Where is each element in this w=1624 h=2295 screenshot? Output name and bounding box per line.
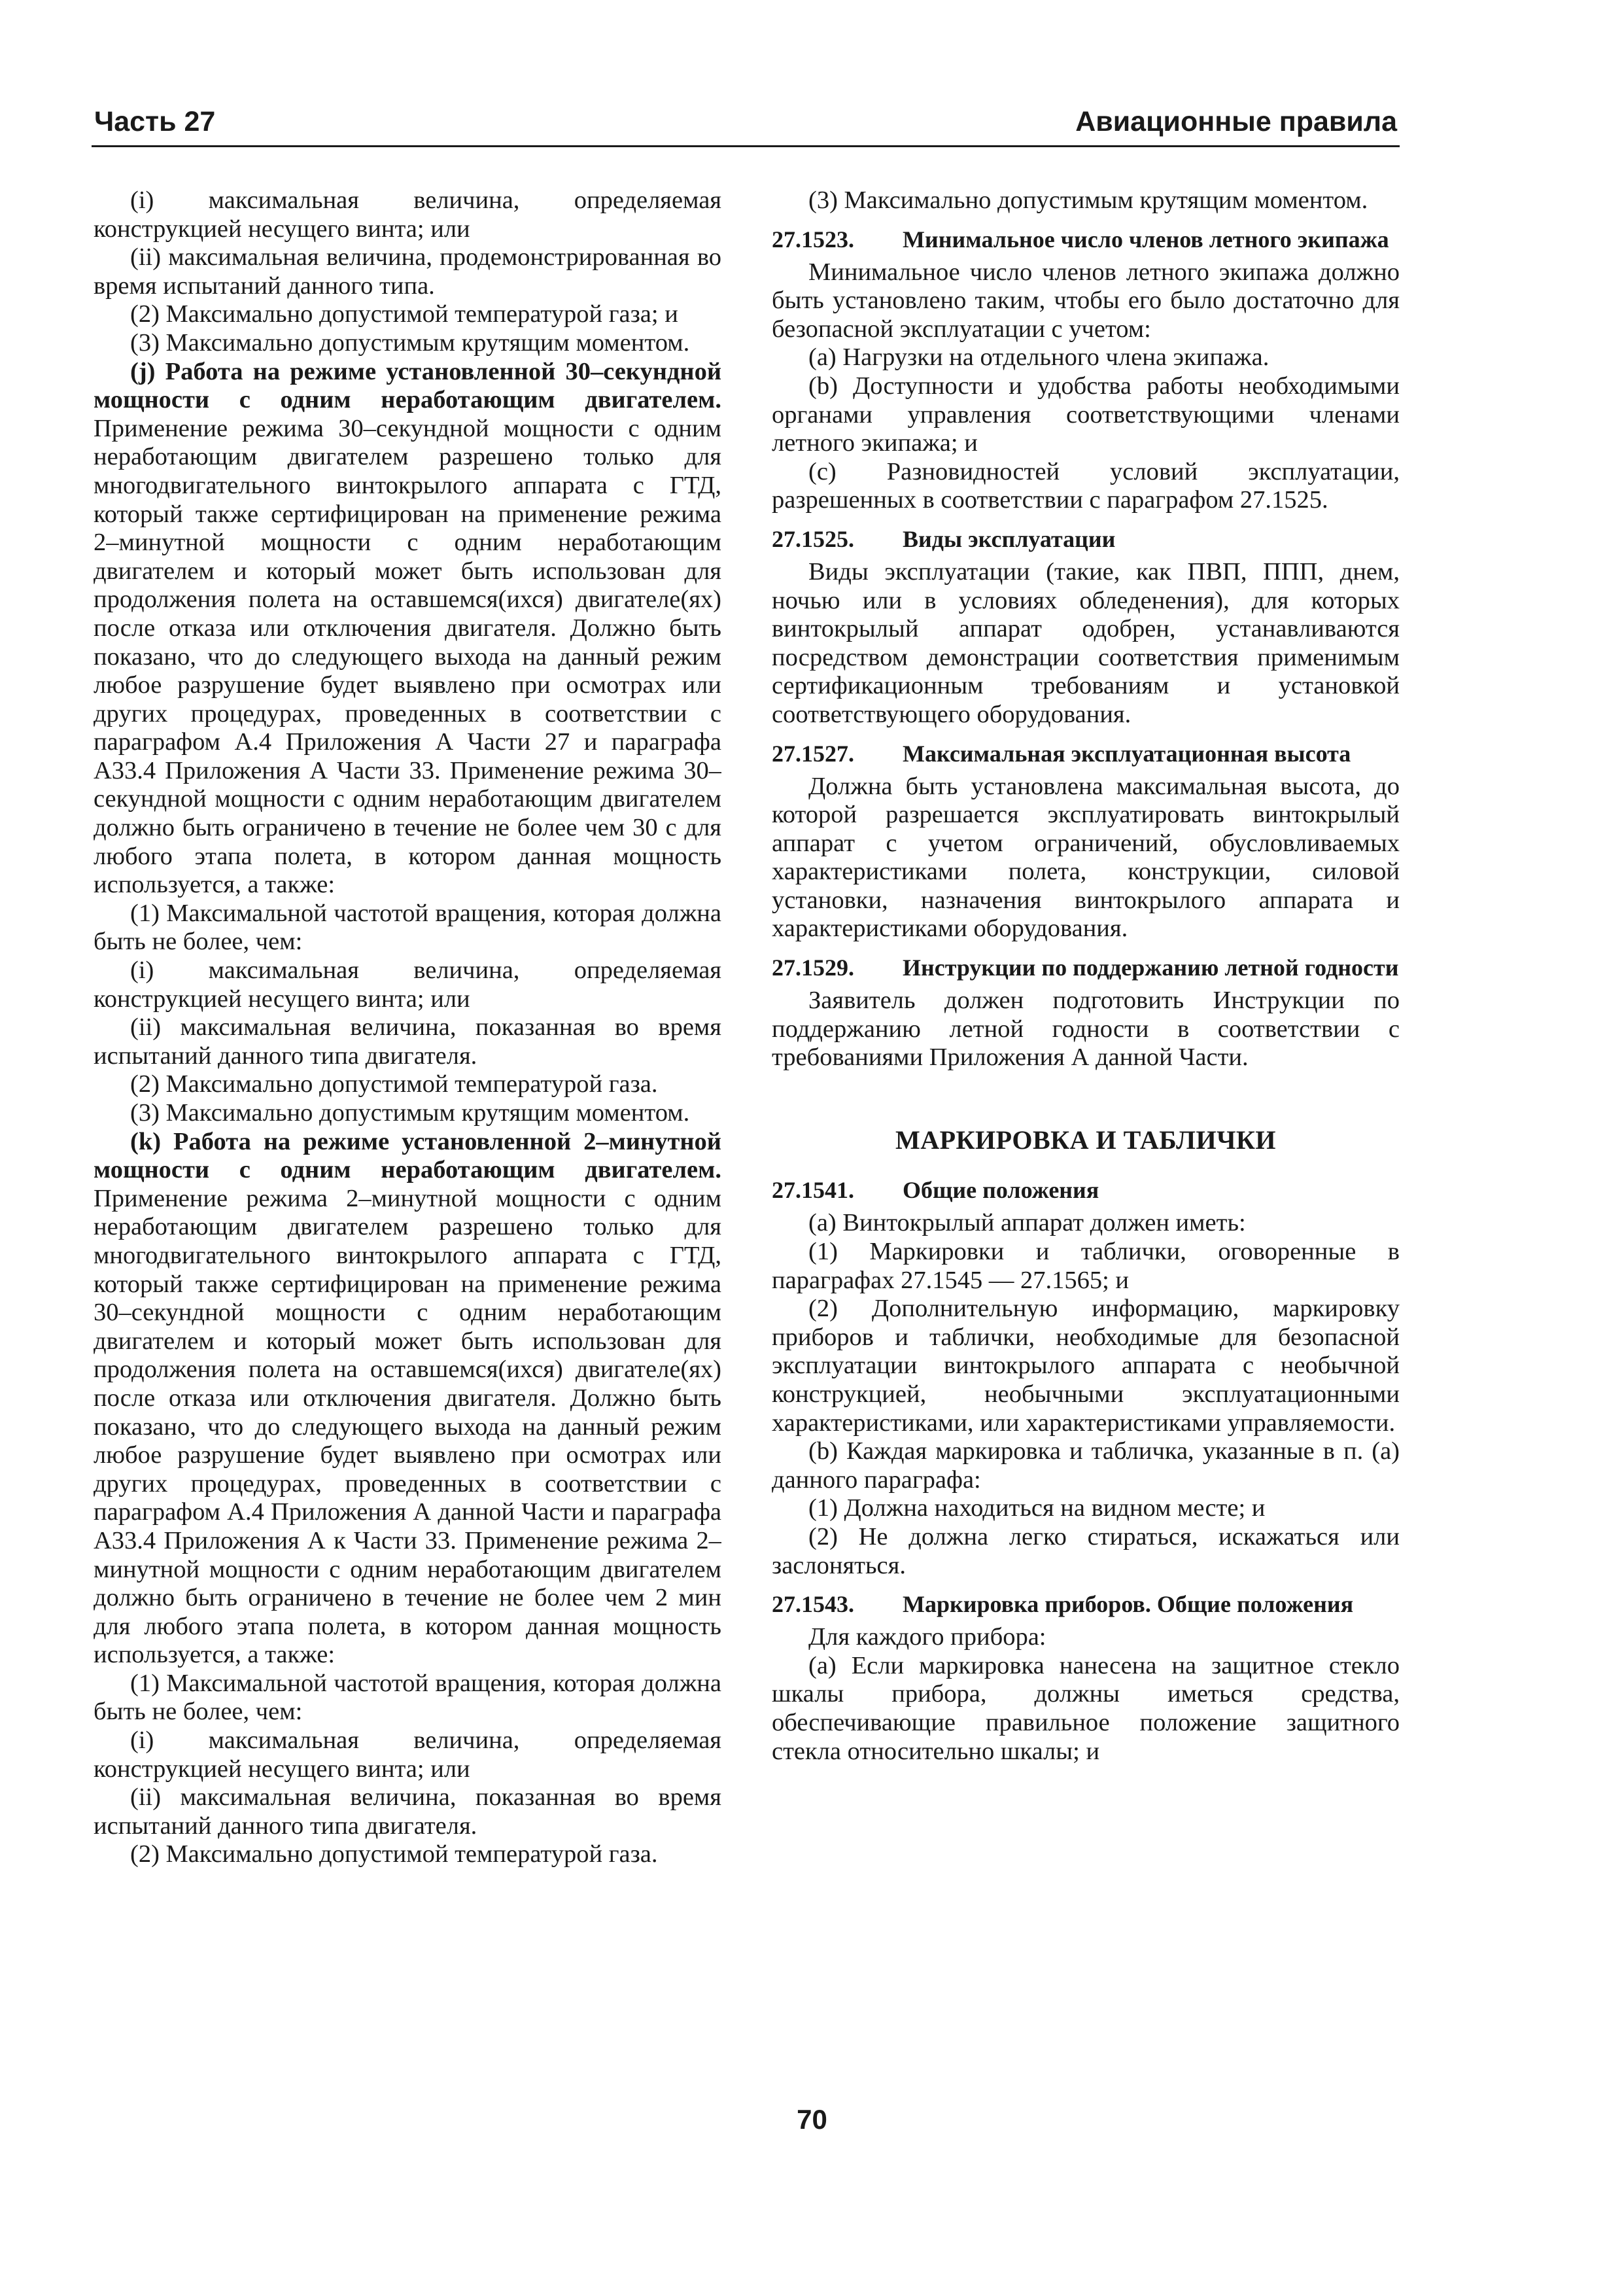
paragraph: (a) Нагрузки на отдельного члена экипажа. [808,343,1270,372]
section-number: 27.1529. [772,955,854,981]
paragraph: Должна быть установлена максимальная высота, до которой разрешается эксплуатировать винтокрылый аппарат с учетом ограничений, обусловливаемых характеристиками полета, конструкции, силовой установки, назначения винтокрылого аппарата и характеристиками оборудования. [772,772,1400,943]
section-title: Минимальное число членов летного экипажа [903,226,1389,253]
paragraph: (ii) максимальная величина, показанная во время испытаний данного типа двигателя. [94,1013,721,1070]
paragraph: (b) Доступности и удобства работы необходимыми органами управления соответствующими членами летного экипажа; и [772,372,1400,457]
paragraph: (1) Маркировки и таблички, оговоренные в параграфах 27.1545 — 27.1565; и [772,1238,1400,1294]
paragraph-j-lead: (j) Работа на режиме установленной 30–секундной мощности с одним неработающим двигателем. [94,357,721,414]
paragraph: Для каждого прибора: [808,1623,1046,1651]
paragraph: (i) максимальная величина, определяемая конструкцией несущего винта; или [94,956,721,1013]
paragraph: (b) Каждая маркировка и табличка, указанные в п. (a) данного параграфа: [772,1437,1400,1494]
section-title: Инструкции по поддержанию летной годности [903,955,1399,981]
section-number: 27.1523. [772,226,854,253]
paragraph: (ii) максимальная величина, показанная во время испытаний данного типа двигателя. [94,1783,721,1840]
paragraph: (1) Должна находиться на видном месте; и [808,1494,1266,1522]
paragraph: (1) Максимальной частотой вращения, которая должна быть не более, чем: [94,899,721,956]
section-heading-27-1529 [772,954,1400,981]
section-title: Максимальная эксплуатационная высота [903,740,1351,767]
paragraph: (2) Максимально допустимой температурой газа; и [130,300,678,328]
paragraph: (a) Винтокрылый аппарат должен иметь: [808,1209,1246,1237]
left-column [94,186,721,2136]
paragraph: (c) Разновидностей условий эксплуатации, разрешенных в соответствии с параграфом 27.1525. [772,457,1400,514]
paragraph: (2) Дополнительную информацию, маркировку приборов и таблички, необходимые для безопасной эксплуатации винтокрылого аппарата с необычной конструкцией, необычными эксплуатационными характеристиками, или характеристиками управляемости. [772,1295,1400,1437]
section-heading-27-1543 [772,1590,1400,1618]
section-heading-27-1541 [772,1176,1400,1204]
paragraph-k-lead: (k) Работа на режиме установленной 2–минутной мощности с одним неработающим двигателем. [94,1127,721,1184]
paragraph: (i) максимальная величина, определяемая конструкцией несущего винта; или [94,1726,721,1783]
section-title: Маркировка приборов. Общие положения [903,1591,1354,1618]
part-label: Часть 27 [94,106,216,137]
paragraph: (2) Не должна легко стираться, искажаться или заслоняться. [772,1522,1400,1579]
page-number: 70 [797,2104,827,2135]
section-heading-27-1527 [772,740,1400,767]
paragraph: (3) Максимально допустимым крутящим моментом. [130,328,690,357]
section-title: Виды эксплуатации [903,525,1116,552]
paragraph: (3) Максимально допустимым крутящим моментом. [808,186,1368,214]
section-heading-27-1523 [772,226,1400,253]
section-number: 27.1541. [772,1177,854,1204]
paragraph: Заявитель должен подготовить Инструкции по поддержанию летной годности в соответствии с требованиями Приложения А данной Части. [772,987,1400,1072]
paragraph: (2) Максимально допустимой температурой газа. [130,1840,658,1868]
section-number: 27.1525. [772,525,854,552]
paragraph: (i) максимальная величина, определяемая конструкцией несущего винта; или [94,186,721,243]
chapter-heading: МАРКИРОВКА И ТАБЛИЧКИ [895,1125,1277,1155]
right-column [772,186,1400,2136]
paragraph: (2) Максимально допустимой температурой газа. [130,1070,658,1098]
paragraph: Минимальное число членов летного экипажа должно быть установлено таким, чтобы его было достаточно для безопасной эксплуатации с учетом: [772,258,1400,343]
paragraph: (3) Максимально допустимым крутящим моментом. [130,1099,690,1127]
paragraph: (1) Максимальной частотой вращения, которая должна быть не более, чем: [94,1669,721,1726]
section-heading-27-1525 [772,525,1400,553]
section-number: 27.1543. [772,1591,854,1618]
paragraph: (a) Если маркировка нанесена на защитное стекло шкалы прибора, должны иметься средства, обеспечивающие правильное положение защитного стекла относительно шкалы; и [772,1651,1400,1765]
paragraph-j-body: Применение режима 30–секундной мощности с одним неработающим двигателем разрешено только для многодвигательного винтокрылого аппарата с ГТД, который также сертифицирован на применение режима 2–минутной мощности с одним неработающим двигателем и который может быть использован для продолжения полета на оставшемся(ихся) двигателе(ях) после отказа или отключения двигателя. Должно быть показано, что до следующего выхода на данный режим любое разрушение будет выявлено при осмотрах или других процедурах, проведенных в соответствии с параграфом А.4 Приложения А Части 27 и параграфа А33.4 Приложения А Части 33. Применение режима 30–секундной мощности с одним неработающим двигателем должно быть ограничено в течение не более чем 30 с для любого этапа полета, в котором данная мощность используется, а также: [94,414,721,899]
paragraph-j [94,358,721,900]
paragraph-k-body: Применение режима 2–минутной мощности с одним неработающим двигателем разрешено только для многодвигательного винтокрылого аппарата с ГТД, который также сертифицирован на применение режима 30–секундной мощности с одним неработающим двигателем и который может быть использован для продолжения полета на оставшемся(ихся) двигателе(ях) после отказа или отключения двигателя. Должно быть показано, что до следующего выхода на данный режим любое разрушение будет выявлено при осмотрах или других процедурах, проведенных в соответствии с параграфом А.4 Приложения А данной Части и параграфа А33.4 Приложения А к Части 33. Применение режима 2–минутной мощности с одним неработающим двигателем должно быть ограничено в течение не более чем 2 мин для любого этапа полета, в котором данная мощность используется, а также: [94,1184,721,1669]
document-title: Авиационные правила [1075,106,1397,137]
paragraph-k [94,1128,721,1670]
section-number: 27.1527. [772,740,854,767]
paragraph: Виды эксплуатации (такие, как ПВП, ППП, днем, ночью или в условиях обледенения), для которых винтокрылый аппарат одобрен, устанавливаются посредством демонстрации соответствия применимым сертификационным требованиям и установкой соответствующего оборудования. [772,557,1400,728]
section-title: Общие положения [903,1177,1099,1204]
paragraph: (ii) максимальная величина, продемонстрированная во время испытаний данного типа. [94,243,721,300]
running-header [92,103,1400,147]
